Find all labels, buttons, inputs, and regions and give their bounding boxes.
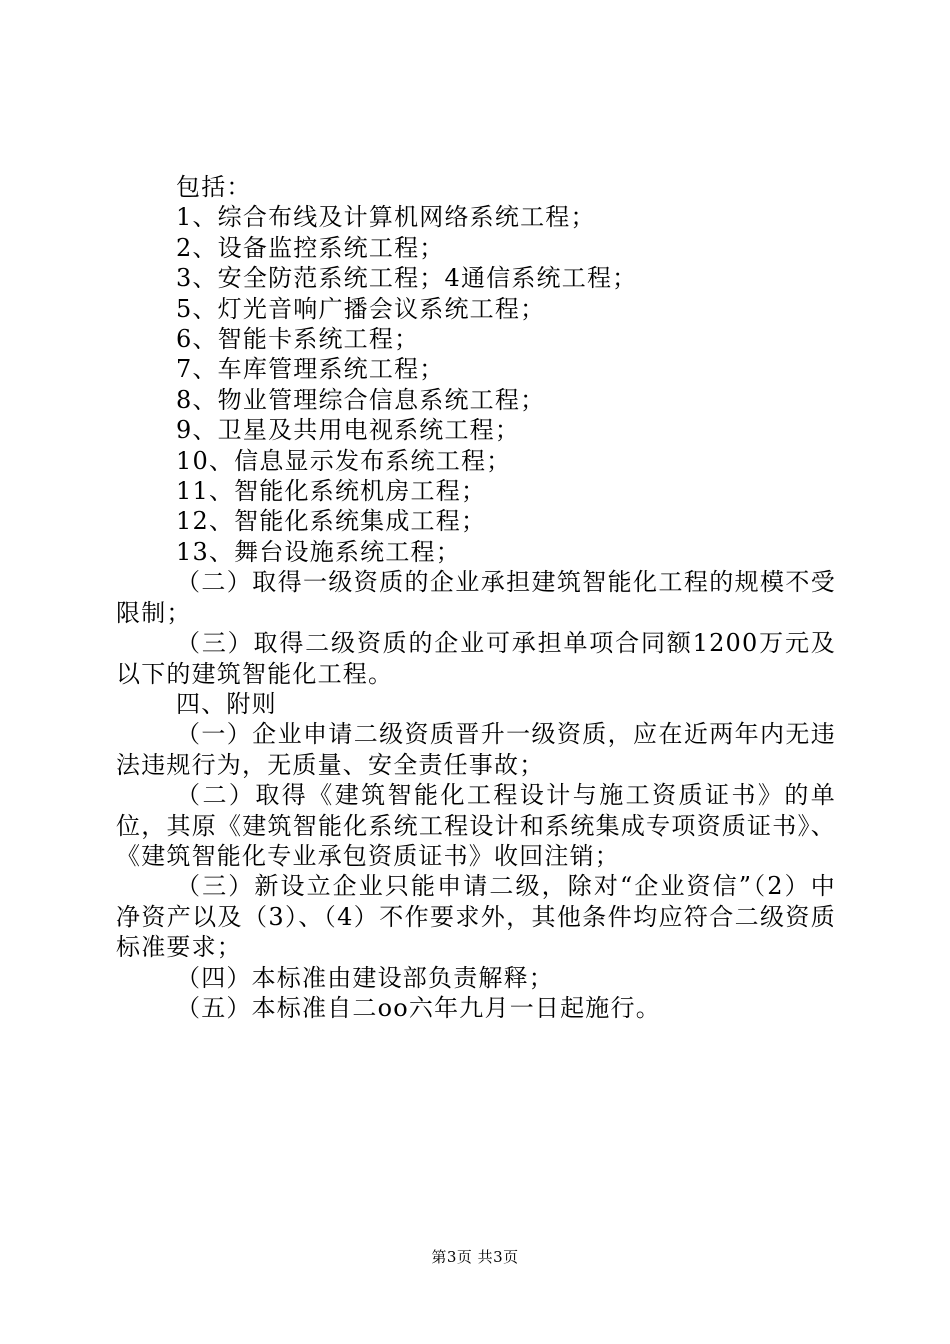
page-footer: 第3页 共3页: [431, 1248, 519, 1266]
list-item: 13、舞台设施系统工程；: [176, 537, 461, 566]
list-item: 1、综合布线及计算机网络系统工程；: [176, 203, 596, 232]
list-item: 12、智能化系统集成工程；: [176, 507, 487, 536]
intro-line: 包括：: [176, 173, 252, 201]
scope-paragraph: （三）取得二级资质的企业可承担单项合同额1200万元及以下的建筑智能化工程。: [116, 629, 836, 688]
list-item: 3、安全防范系统工程；4通信系统工程；: [176, 264, 638, 293]
section-heading: 四、附则: [176, 689, 277, 718]
list-item: 8、物业管理综合信息系统工程；: [176, 385, 546, 414]
list-item: 7、车库管理系统工程；: [176, 355, 445, 384]
list-item: 10、信息显示发布系统工程；: [176, 446, 512, 475]
list-item: 5、灯光音响广播会议系统工程；: [176, 294, 546, 323]
appendix-paragraph: （四）本标准由建设部负责解释；: [176, 963, 554, 992]
list-item: 11、智能化系统机房工程；: [176, 477, 487, 506]
list-item: 9、卫星及共用电视系统工程；: [176, 416, 521, 445]
list-item: 6、智能卡系统工程；: [176, 325, 420, 354]
appendix-paragraph: （二）取得《建筑智能化工程设计与施工资质证书》的单位，其原《建筑智能化系统工程设计和系统集成专项资质证书》、《建筑智能化专业承包资质证书》收回注销；: [116, 781, 836, 870]
list-item: 2、设备监控系统工程；: [176, 233, 445, 262]
appendix-paragraph: （三）新设立企业只能申请二级，除对“企业资信”（2）中净资产以及（3）、（4）不作要求外，其他条件均应符合二级资质标准要求；: [116, 872, 836, 962]
scope-paragraph: （二）取得一级资质的企业承担建筑智能化工程的规模不受限制；: [116, 568, 836, 627]
document-body: [116, 172, 836, 1023]
appendix-paragraph: （一）企业申请二级资质晋升一级资质，应在近两年内无违法违规行为，无质量、安全责任事故；: [116, 720, 836, 779]
appendix-paragraph: （五）本标准自二oo六年九月一日起施行。: [176, 993, 661, 1022]
